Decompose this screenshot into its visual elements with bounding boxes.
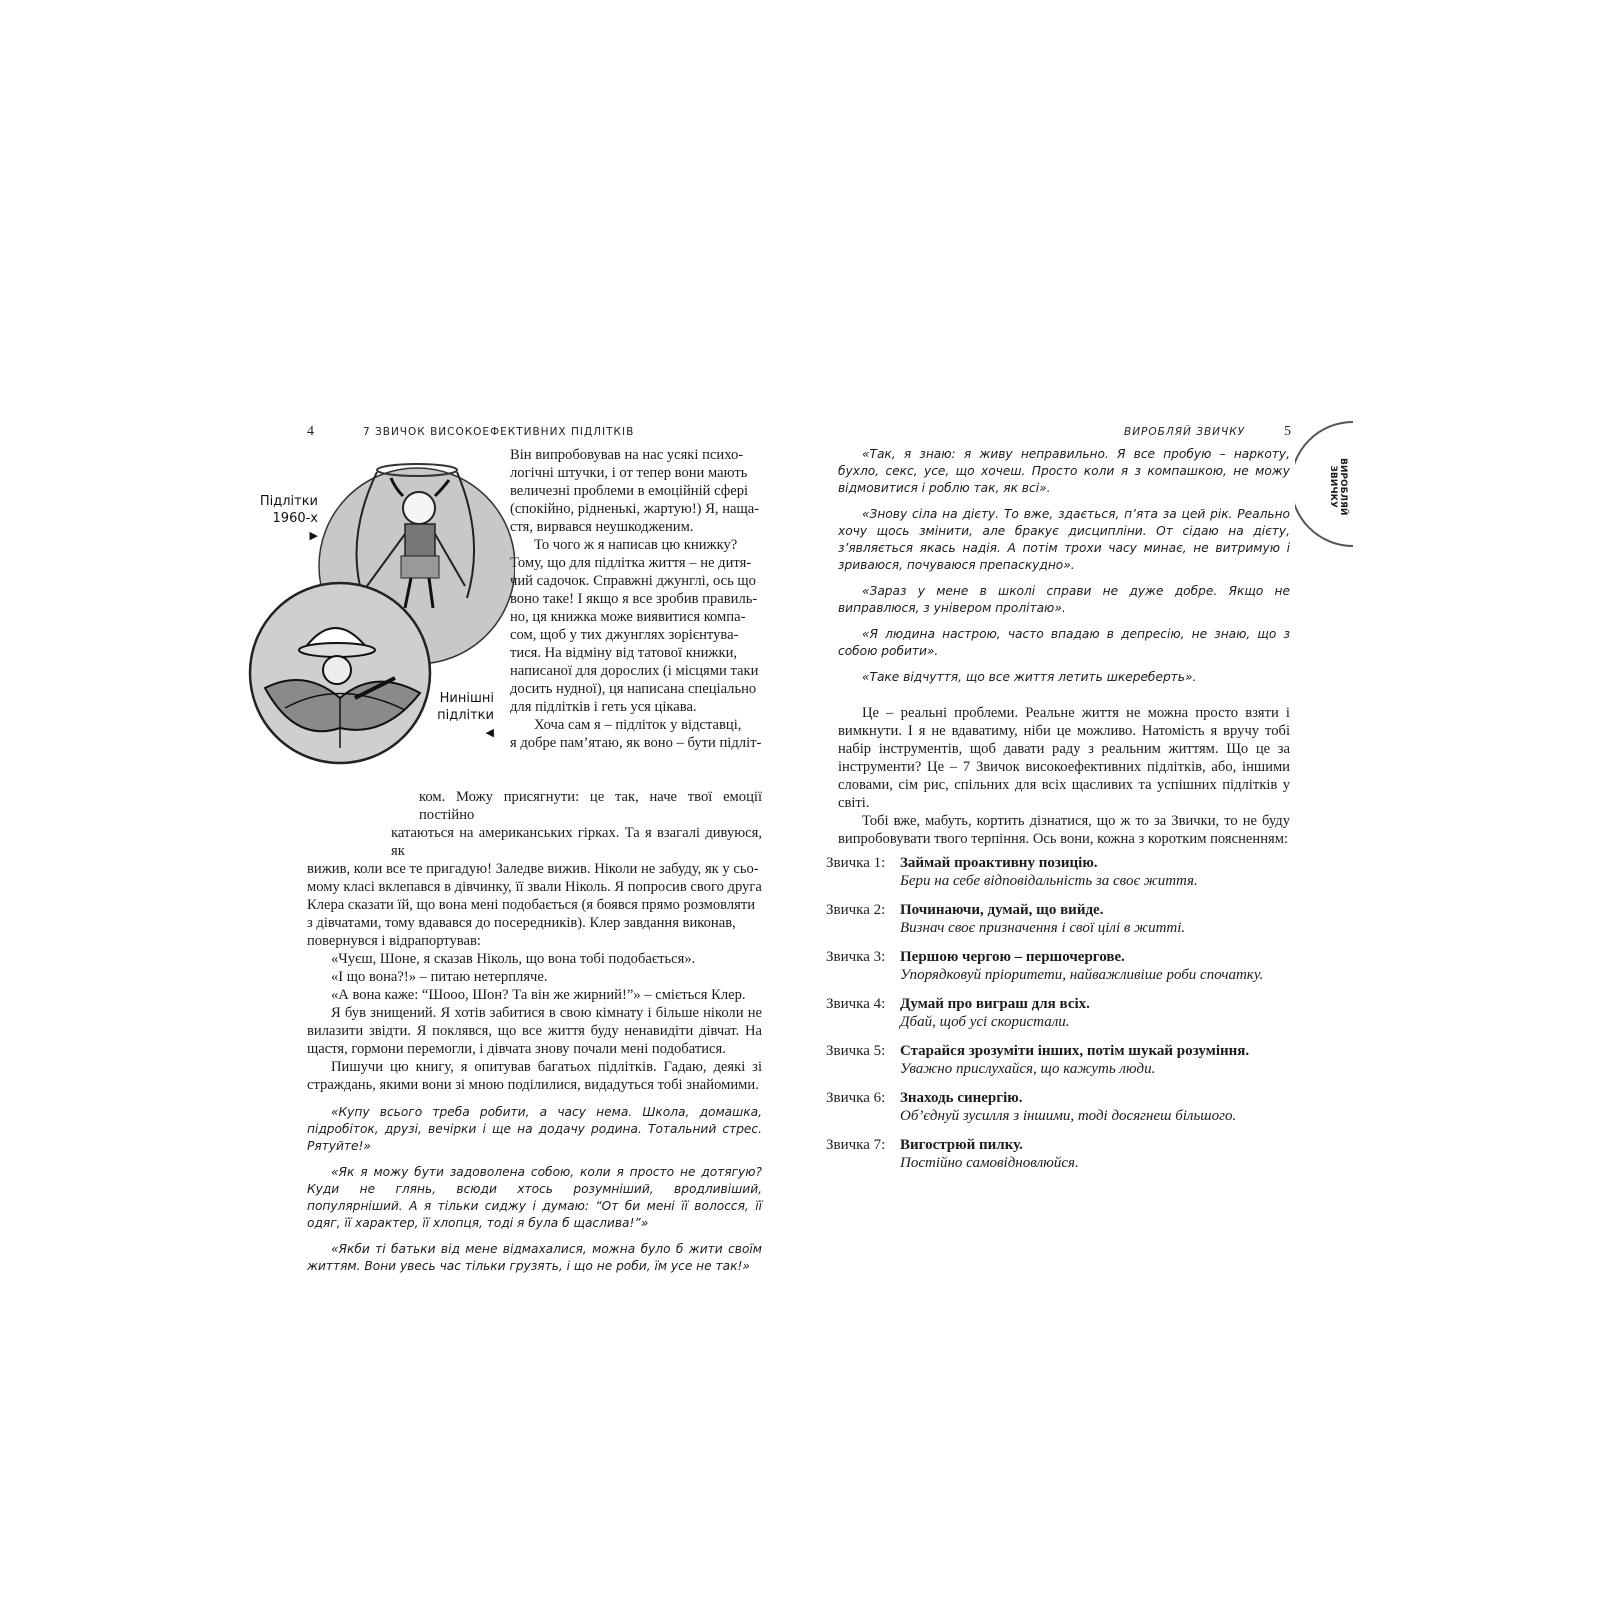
habit-title: Займай проактивну позицію. [900,855,1098,871]
habit-title: Вигострюй пилку. [900,1137,1023,1153]
arrow-right-icon: ▶ [309,529,318,542]
arrow-left-icon: ◀ [485,726,494,739]
habit-number: Звичка 3: [826,949,886,965]
left-wrap-column [510,446,762,752]
paragraph: Пишучи цю книгу, я опитував багатьох підлітків. Гадаю, деякі зі страждань, якими вони зі мною поділилися, видадуться тобі знайомими. [307,1059,762,1093]
habit-item [826,1136,1296,1172]
habit-item [826,854,1296,890]
p2-line: но, ця книжка може виявитися компа- [510,609,746,625]
p2-line: для підлітків і геть уся цікава. [510,699,697,715]
p3-line: ком. Можу присягнути: це так, наче твої емоції постійно [419,789,762,823]
caption-1960s: Підлітки 1960-х ▶ [259,494,318,542]
p3-line: вижив, коли все те пригадую! Заледве вижив. Ніколи не забуду, як у сьо- [307,861,759,877]
left-page-number: 4 [307,424,314,439]
habit-title: Старайся зрозуміти інших, потім шукай розуміння. [900,1043,1250,1059]
habit-title: Першою чергою – першочергове. [900,949,1125,965]
habit-description: Упорядковуй пріоритети, найважливіше роби спочатку. [900,967,1264,983]
p2-line: То чого ж я написав цю книжку? [534,537,738,553]
paragraph: Тобі вже, мабуть, кортить дізнатися, що ж то за Звички, то не буду випробовувати твого терпіння. Ось вони, кожна з коротким поясненням: [838,813,1290,847]
wrap-line: величезні проблеми в емоційній сфері [510,483,749,499]
right-column [838,446,1290,848]
teen-quote: «Якби ті батьки від мене відмахалися, можна було б жити своїм життям. Вони увесь час тільки грузять, і що не роби, їм усе не так!» [307,1242,762,1273]
teen-quote: «Я людина настрою, часто впадаю в депресію, не знаю, що з собою робити». [838,627,1290,658]
dialogue-line: «Чуєш, Шоне, я сказав Ніколь, що вона тобі подобається». [331,951,696,967]
habit-number: Звичка 7: [826,1137,886,1153]
p2-line: досить нудної), ця написана спеціально [510,681,757,697]
habit-title: Починаючи, думай, що вийде. [900,902,1104,918]
caption-now: Нинішні підлітки ◀ [437,691,494,739]
habit-description: Постійно самовідновлюйся. [900,1155,1079,1171]
habit-description: Визнач своє призначення і свої цілі в житті. [900,920,1186,936]
wrap-line: Він випробовував на нас усякі психо- [510,447,744,463]
habit-description: Дбай, щоб усі скористали. [900,1014,1070,1030]
p2-line: сом, щоб у тих джунглях зорієнтува- [510,627,739,643]
left-running-head: 7 ЗВИЧОК ВИСОКОЕФЕКТИВНИХ ПІДЛІТКІВ [363,426,635,438]
wrap-line: стя, вирвався неушкодженим. [510,519,694,535]
habit-item [826,995,1296,1031]
habit-number: Звичка 1: [826,855,886,871]
p3-line: катаються на американських гірках. Та я взагалі дивуюся, як [391,825,762,859]
dialogue-line: «І що вона?!» – питаю нетерпляче. [331,969,548,985]
p2-line: чий садочок. Справжні джунглі, ось що [510,573,756,589]
teen-jungle-drawing [250,583,430,763]
teen-quote: «Знову сіла на дієту. То вже, здається, п’ята за цей рік. Реально хочу щось змінити, але бракує дисципліни. От сідаю на дієту, з’являється якась надія. А потім трохи часу минає, не витримую і зриваюся, почуваюся препаскудно». [838,507,1290,572]
left-main-column [307,788,762,1284]
p3-line: з дівчатами, тому вдавався до посередників). Клер завдання виконав, [307,915,736,931]
teen-quote: «Так, я знаю: я живу неправильно. Я все пробую – наркоту, бухло, секс, усе, що хочеш. Просто коли я з компашкою, не можу відмовитися і роблю так, як всі». [838,447,1290,495]
habit-title: Знаходь синергію. [900,1090,1023,1106]
dialogue-line: «А вона каже: “Шооо, Шон? Та він же жирний!”» – сміється Клер. [331,987,746,1003]
teen-quote: «Купу всього треба робити, а часу нема. Школа, домашка, підробіток, друзі, вечірки і ще на додачу родина. Тотальний стрес. Рятуйте!» [307,1105,762,1153]
teen-quote: «Таке відчуття, що все життя летить шкереберть». [862,670,1197,684]
p3-line: повернувся і відрапортував: [307,933,481,949]
habit-title: Думай про виграш для всіх. [900,996,1090,1012]
habit-item [826,901,1296,937]
p2-line: воно таке! І якщо я все зробив правиль- [510,591,758,607]
p2-line: написаної для дорослих (і місцями таки [510,663,759,679]
habit-description: Бери на себе відповідальність за своє життя. [900,873,1198,889]
paragraph: Це – реальні проблеми. Реальне життя не можна просто взяти і вимкнути. І я не вдаватиму, ніби це можливо. Натомість я вручу тобі набір інструментів, щоб давати раду з реальним життям. Що це за інструменти? Це – 7 Звичок високоефективних підлітків, або, іншими словами, сім рис, спільних для всіх щасливих та успішних підлітків у світі. [838,705,1290,811]
teen-quote: «Як я можу бути задоволена собою, коли я просто не дотягую? Куди не глянь, всюди хтось розумніший, вродливіший, популярніший. А я тільки сиджу і думаю: “От би мені її волосся, її одяг, її характер, її хлопця, тоді я була б щаслива!”» [307,1165,762,1230]
wrap-line: логічні штучки, і от тепер вони мають [510,465,748,481]
p3-line: я добре пам’ятаю, як воно – бути підліт- [510,735,762,751]
right-running-head: ВИРОБЛЯЙ ЗВИЧКУ [1124,426,1246,438]
habit-description: Об’єднуй зусилля з іншими, тоді досягнеш більшого. [900,1108,1237,1124]
teen-quote: «Зараз у мене в школі справи не дуже добре. Якщо не виправлюся, з універом пролітаю». [838,584,1290,615]
habit-item [826,1042,1296,1078]
p3-line: Клера сказати їй, що вона мені подобається (я боявся прямо розмовляти [307,897,756,913]
p3-line: Хоча сам я – підліток у відставці, [534,717,742,733]
p2-line: тися. На відміну від татової книжки, [510,645,738,661]
habit-description: Уважно прислухайся, що кажуть люди. [900,1061,1156,1077]
p3-line: мому класі вклепався в дівчинку, її звали Ніколь. Я попросив свого друга [307,879,762,895]
p2-line: Тому, що для підлітка життя – не дитя- [510,555,752,571]
habits-list [826,854,1296,1183]
paragraph: Я був знищений. Я хотів забитися в свою кімнату і більше ніколи не вилазити звідти. Я поклявся, що все життя буду ненавидіти дівчат. На щастя, гормони перемогли, і дівчата знову почали мені подобатися. [307,1005,762,1057]
wrap-line: (спокійно, рідненькі, жартую!) Я, наща- [510,501,760,517]
habit-number: Звичка 4: [826,996,886,1012]
right-page-number: 5 [1284,424,1291,439]
habit-number: Звичка 5: [826,1043,886,1059]
habit-number: Звичка 6: [826,1090,886,1106]
habit-number: Звичка 2: [826,902,886,918]
habit-item [826,1089,1296,1125]
habit-item [826,948,1296,984]
chapter-tab: ВИРОБЛЯЙ ЗВИЧКУ [1328,458,1348,516]
